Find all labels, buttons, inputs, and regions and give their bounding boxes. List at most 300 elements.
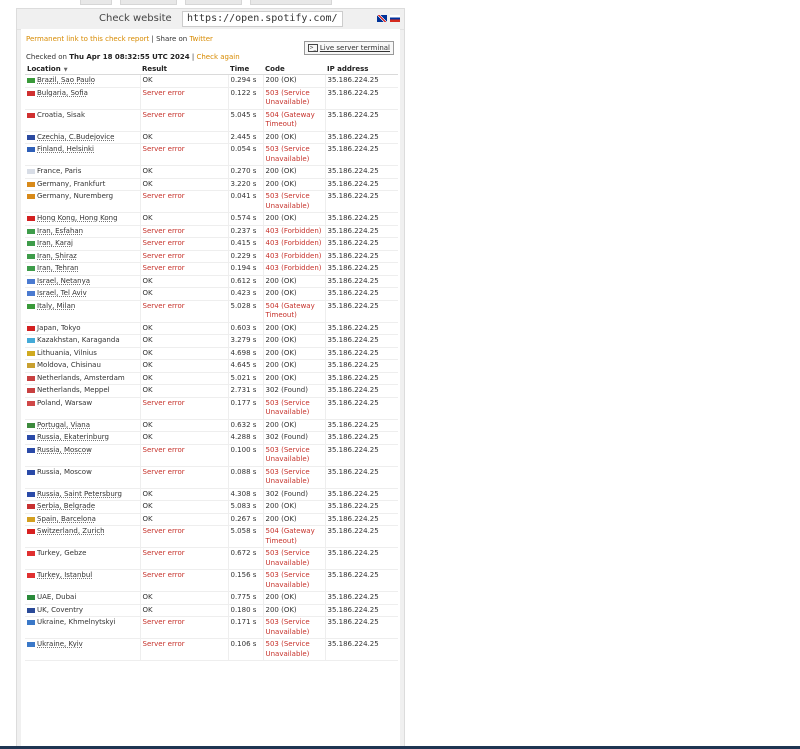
country-flag-icon [27,338,35,343]
time-cell: 5.083 s [228,501,263,514]
location-name[interactable]: Spain, Barcelona [37,514,96,523]
location-cell [25,488,140,501]
result-cell: OK [140,166,228,179]
checked-datetime: Thu Apr 18 08:32:55 UTC 2024 [69,53,190,61]
time-cell: 5.058 s [228,526,263,548]
code-cell: 200 (OK) [263,131,325,144]
location-cell [25,570,140,592]
terminal-button-label: Live server terminal [319,44,390,52]
ip-cell: 35.186.224.25 [325,372,398,385]
result-cell: OK [140,360,228,373]
check-website-panel [16,8,405,749]
country-flag-icon [27,423,35,428]
country-flag-icon [27,91,35,96]
ip-cell: 35.186.224.25 [325,87,398,109]
code-cell: 504 (Gateway Timeout) [263,109,325,131]
result-cell: Server error [140,466,228,488]
location-name: Poland, Warsaw [37,398,93,407]
location-cell [25,87,140,109]
column-ip: IP address [325,63,398,75]
table-row [25,250,398,263]
table-row [25,225,398,238]
time-cell: 3.279 s [228,335,263,348]
ip-cell: 35.186.224.25 [325,385,398,398]
ip-cell: 35.186.224.25 [325,548,398,570]
location-name[interactable]: Russia, Ekaterinburg [37,433,109,441]
location-name: Moldova, Chisinau [37,361,101,369]
table-row [25,397,398,419]
table-row [25,488,398,501]
time-cell: 4.308 s [228,488,263,501]
country-flag-icon [27,642,35,647]
time-cell: 0.106 s [228,639,263,661]
table-header-row [25,63,398,75]
location-cell [25,360,140,373]
location-cell [25,466,140,488]
time-cell: 0.574 s [228,213,263,226]
code-cell: 504 (Gateway Timeout) [263,526,325,548]
result-cell: OK [140,604,228,617]
location-cell [25,548,140,570]
location-name[interactable]: Turkey, Istanbul [37,571,93,579]
code-cell: 403 (Forbidden) [263,238,325,251]
code-cell: 504 (Gateway Timeout) [263,300,325,322]
code-cell: 403 (Forbidden) [263,263,325,276]
location-cell [25,75,140,88]
code-cell: 302 (Found) [263,488,325,501]
country-flag-icon [27,435,35,440]
location-cell [25,225,140,238]
russian-flag-icon[interactable] [390,15,400,22]
location-cell [25,144,140,166]
location-name[interactable]: Iran, Karaj [37,239,73,247]
ip-cell: 35.186.224.25 [325,604,398,617]
table-row [25,385,398,398]
ip-cell: 35.186.224.25 [325,397,398,419]
code-cell: 503 (Service Unavailable) [263,444,325,466]
country-flag-icon [27,608,35,613]
location-name: UAE, Dubai [37,593,77,601]
ip-cell: 35.186.224.25 [325,639,398,661]
result-cell: OK [140,213,228,226]
result-cell: Server error [140,300,228,322]
location-name: France, Paris [37,167,82,175]
location-name[interactable]: Brazil, Sao Paulo [37,76,96,84]
table-row [25,166,398,179]
result-cell: OK [140,513,228,526]
url-display[interactable]: https://open.spotify.com/ [182,11,343,27]
code-cell: 200 (OK) [263,213,325,226]
country-flag-icon [27,448,35,453]
table-row [25,191,398,213]
country-flag-icon [27,135,35,140]
result-cell: OK [140,385,228,398]
code-cell: 200 (OK) [263,322,325,335]
code-cell: 200 (OK) [263,372,325,385]
time-cell: 0.423 s [228,288,263,301]
country-flag-icon [27,388,35,393]
result-cell: OK [140,488,228,501]
location-cell [25,166,140,179]
country-flag-icon [27,266,35,271]
table-row [25,372,398,385]
header-label: Check website [99,13,172,24]
result-cell: Server error [140,109,228,131]
time-cell: 0.672 s [228,548,263,570]
table-row [25,444,398,466]
result-cell: Server error [140,548,228,570]
location-name[interactable]: Israel, Tel Aviv [37,289,87,297]
code-cell: 302 (Found) [263,432,325,445]
code-cell: 503 (Service Unavailable) [263,570,325,592]
ip-cell: 35.186.224.25 [325,275,398,288]
result-cell: OK [140,592,228,605]
location-name: Lithuania, Vilnius [37,348,97,357]
results-body [25,75,398,661]
result-cell: Server error [140,238,228,251]
result-cell: Server error [140,144,228,166]
result-cell: OK [140,347,228,360]
country-flag-icon [27,78,35,83]
location-name[interactable]: Russia, Saint Petersburg [37,489,122,498]
time-cell: 0.237 s [228,225,263,238]
panel-header [17,9,404,30]
table-row [25,617,398,639]
location-name[interactable]: Iran, Esfahan [37,226,84,235]
country-flag-icon [27,595,35,600]
ip-cell: 35.186.224.25 [325,191,398,213]
table-row [25,513,398,526]
result-cell: Server error [140,444,228,466]
code-cell: 200 (OK) [263,75,325,88]
location-cell [25,213,140,226]
location-cell [25,250,140,263]
location-cell [25,639,140,661]
ip-cell: 35.186.224.25 [325,466,398,488]
time-cell: 2.731 s [228,385,263,398]
time-cell: 0.194 s [228,263,263,276]
time-cell: 0.294 s [228,75,263,88]
location-name[interactable]: Hong Kong, Hong Kong [37,214,118,222]
time-cell: 0.041 s [228,191,263,213]
code-cell: 200 (OK) [263,604,325,617]
location-name: Croatia, Sisak [37,110,85,119]
code-cell: 503 (Service Unavailable) [263,639,325,661]
top-fragment [250,0,332,5]
code-cell: 503 (Service Unavailable) [263,548,325,570]
permanent-link[interactable]: Permanent link to this check report [26,35,150,43]
live-server-terminal-button[interactable] [304,41,394,55]
table-row [25,109,398,131]
time-cell: 3.220 s [228,178,263,191]
ip-cell: 35.186.224.25 [325,432,398,445]
location-name[interactable]: Italy, Milan [37,301,76,310]
location-cell [25,322,140,335]
country-flag-icon [27,113,35,118]
time-cell: 0.088 s [228,466,263,488]
ip-cell: 35.186.224.25 [325,225,398,238]
table-row [25,300,398,322]
top-fragment [120,0,177,5]
top-fragment [80,0,112,5]
table-row [25,526,398,548]
country-flag-icon [27,216,35,221]
column-location[interactable]: Location ▼ [25,63,140,75]
location-name[interactable]: Switzerland, Zurich [37,527,105,535]
table-row [25,501,398,514]
country-flag-icon [27,573,35,578]
time-cell: 5.028 s [228,300,263,322]
country-flag-icon [27,351,35,356]
location-name[interactable]: Russia, Moscow [37,445,92,454]
ip-cell: 35.186.224.25 [325,592,398,605]
time-cell: 0.229 s [228,250,263,263]
country-flag-icon [27,326,35,331]
country-flag-icon [27,254,35,259]
code-cell: 403 (Forbidden) [263,225,325,238]
result-cell: Server error [140,639,228,661]
top-fragment [185,0,242,5]
result-cell: Server error [140,250,228,263]
sort-arrow-icon[interactable]: ▼ [63,66,68,73]
location-cell [25,300,140,322]
ip-cell: 35.186.224.25 [325,570,398,592]
table-row [25,639,398,661]
result-cell: Server error [140,617,228,639]
result-cell: OK [140,501,228,514]
time-cell: 2.445 s [228,131,263,144]
country-flag-icon [27,241,35,246]
location-cell [25,275,140,288]
location-cell [25,131,140,144]
location-cell [25,592,140,605]
location-cell [25,432,140,445]
code-cell: 503 (Service Unavailable) [263,87,325,109]
result-cell: OK [140,372,228,385]
location-name: Kazakhstan, Karaganda [37,336,120,344]
table-row [25,592,398,605]
result-cell: Server error [140,397,228,419]
time-cell: 0.171 s [228,617,263,639]
column-time: Time [228,63,263,75]
country-flag-icon [27,279,35,284]
code-cell: 200 (OK) [263,178,325,191]
country-flag-icon [27,517,35,522]
location-cell [25,109,140,131]
code-cell: 200 (OK) [263,166,325,179]
result-cell: OK [140,322,228,335]
location-cell [25,617,140,639]
time-cell: 0.415 s [228,238,263,251]
time-cell: 0.603 s [228,322,263,335]
country-flag-icon [27,147,35,152]
time-cell: 0.612 s [228,275,263,288]
location-name[interactable]: Ukraine, Kyiv [37,640,83,648]
ip-cell: 35.186.224.25 [325,501,398,514]
location-cell [25,238,140,251]
ip-cell: 35.186.224.25 [325,347,398,360]
table-row [25,570,398,592]
location-name: Netherlands, Amsterdam [37,373,125,382]
code-cell: 503 (Service Unavailable) [263,191,325,213]
result-cell: OK [140,288,228,301]
location-name[interactable]: Israel, Netanya [37,276,91,285]
ip-cell: 35.186.224.25 [325,322,398,335]
location-name[interactable]: Serbia, Belgrade [37,502,96,510]
table-row [25,335,398,348]
ip-cell: 35.186.224.25 [325,300,398,322]
location-name: Russia, Moscow [37,467,92,476]
time-cell: 0.180 s [228,604,263,617]
code-cell: 200 (OK) [263,592,325,605]
column-result: Result [140,63,228,75]
location-cell [25,419,140,432]
check-again-link[interactable]: Check again [196,53,240,61]
code-cell: 503 (Service Unavailable) [263,144,325,166]
result-cell: OK [140,335,228,348]
location-cell [25,178,140,191]
location-name: Germany, Nuremberg [37,192,114,200]
country-flag-icon [27,620,35,625]
location-name[interactable]: Iran, Shiraz [37,251,77,260]
time-cell: 5.045 s [228,109,263,131]
time-cell: 0.775 s [228,592,263,605]
location-cell [25,513,140,526]
ip-cell: 35.186.224.25 [325,526,398,548]
time-cell: 4.645 s [228,360,263,373]
table-row [25,263,398,276]
result-cell: OK [140,131,228,144]
result-cell: Server error [140,263,228,276]
panel-body [21,29,400,748]
location-cell [25,444,140,466]
terminal-icon: >_ [309,45,317,51]
country-flag-icon [27,363,35,368]
ip-cell: 35.186.224.25 [325,250,398,263]
location-name: UK, Coventry [37,605,83,614]
link-separator: | [149,35,157,43]
country-flag-icon [27,194,35,199]
result-cell: Server error [140,570,228,592]
result-cell: OK [140,432,228,445]
column-code: Code [263,63,325,75]
table-row [25,178,398,191]
time-cell: 0.267 s [228,513,263,526]
table-row [25,213,398,226]
country-flag-icon [27,229,35,234]
location-name[interactable]: Iran, Tehran [37,264,79,272]
location-name[interactable]: Czechia, C.Budejovice [37,132,115,141]
table-row [25,144,398,166]
country-flag-icon [27,169,35,174]
country-flag-icon [27,376,35,381]
code-cell: 200 (OK) [263,501,325,514]
code-cell: 200 (OK) [263,360,325,373]
country-flag-icon [27,529,35,534]
time-cell: 0.054 s [228,144,263,166]
code-cell: 200 (OK) [263,335,325,348]
country-flag-icon [27,492,35,497]
code-cell: 200 (OK) [263,513,325,526]
result-cell: Server error [140,225,228,238]
time-cell: 0.177 s [228,397,263,419]
code-cell: 200 (OK) [263,275,325,288]
english-flag-icon[interactable] [377,15,387,22]
result-cell: OK [140,419,228,432]
country-flag-icon [27,401,35,406]
table-row [25,604,398,617]
time-cell: 0.270 s [228,166,263,179]
table-row [25,288,398,301]
location-cell [25,604,140,617]
location-name: Ukraine, Khmelnytskyi [37,618,116,626]
location-name: Netherlands, Meppel [37,386,110,394]
ip-cell: 35.186.224.25 [325,488,398,501]
country-flag-icon [27,470,35,475]
country-flag-icon [27,504,35,509]
ip-cell: 35.186.224.25 [325,144,398,166]
ip-cell: 35.186.224.25 [325,419,398,432]
report-links [26,35,213,43]
country-flag-icon [27,304,35,309]
location-name[interactable]: Bulgaria, Sofia [37,88,88,97]
ip-cell: 35.186.224.25 [325,75,398,88]
ip-cell: 35.186.224.25 [325,238,398,251]
table-row [25,347,398,360]
location-name: Japan, Tokyo [37,323,81,332]
table-row [25,87,398,109]
ip-cell: 35.186.224.25 [325,166,398,179]
ip-cell: 35.186.224.25 [325,444,398,466]
ip-cell: 35.186.224.25 [325,213,398,226]
code-cell: 503 (Service Unavailable) [263,617,325,639]
results-table [25,63,398,661]
location-cell [25,501,140,514]
table-row [25,75,398,88]
location-cell [25,372,140,385]
result-cell: Server error [140,191,228,213]
table-row [25,466,398,488]
location-name[interactable]: Portugal, Viana [37,420,91,429]
time-cell: 0.156 s [228,570,263,592]
ip-cell: 35.186.224.25 [325,109,398,131]
location-cell [25,526,140,548]
code-cell: 200 (OK) [263,419,325,432]
time-cell: 4.288 s [228,432,263,445]
location-cell [25,288,140,301]
table-row [25,322,398,335]
twitter-link[interactable]: Twitter [189,35,213,43]
code-cell: 503 (Service Unavailable) [263,466,325,488]
country-flag-icon [27,291,35,296]
location-name: Turkey, Gebze [37,549,87,557]
location-name[interactable]: Finland, Helsinki [37,145,95,153]
result-cell: Server error [140,526,228,548]
checked-prefix: Checked on [26,53,70,61]
share-prefix: Share on [156,35,190,43]
ip-cell: 35.186.224.25 [325,617,398,639]
ip-cell: 35.186.224.25 [325,335,398,348]
time-cell: 0.100 s [228,444,263,466]
code-cell: 403 (Forbidden) [263,250,325,263]
location-cell [25,335,140,348]
time-cell: 4.698 s [228,347,263,360]
ip-cell: 35.186.224.25 [325,131,398,144]
code-cell: 503 (Service Unavailable) [263,397,325,419]
ip-cell: 35.186.224.25 [325,178,398,191]
country-flag-icon [27,551,35,556]
result-cell: OK [140,178,228,191]
